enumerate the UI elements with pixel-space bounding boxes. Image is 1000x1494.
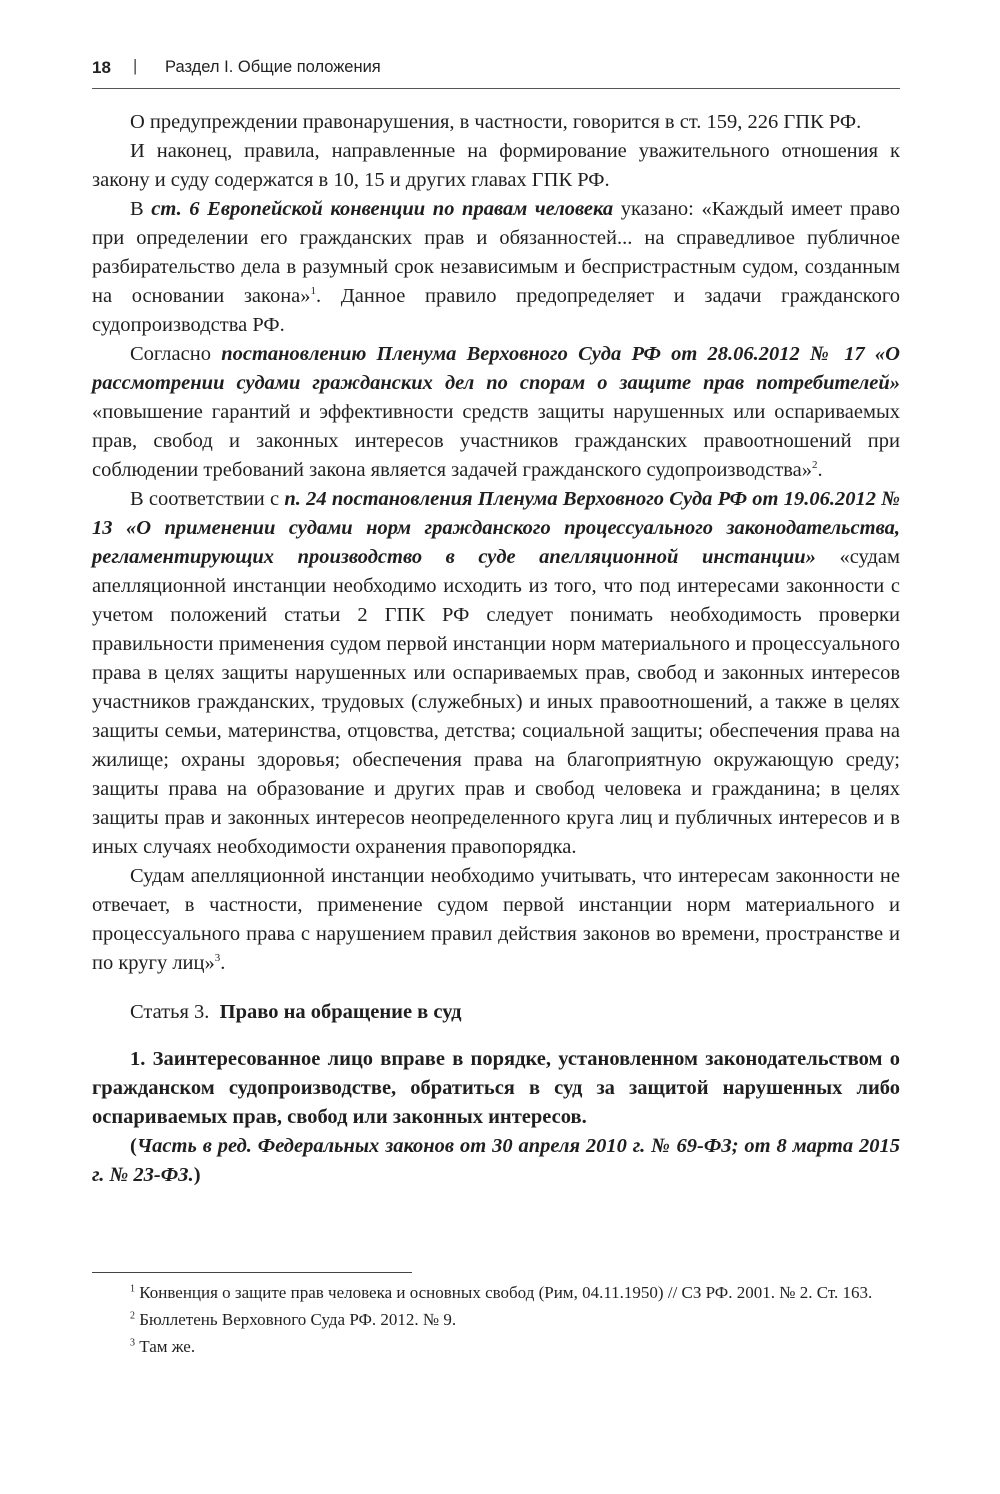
footnote-3 bbox=[92, 1335, 900, 1358]
main-text bbox=[92, 108, 900, 1190]
footnote-text: Конвенция о защите прав человека и основных свобод (Рим, 04.11.1950) // СЗ РФ. 2001. № 2. Ст. 163. bbox=[139, 1283, 873, 1302]
paragraph-4 bbox=[92, 340, 900, 485]
p3-citation: ст. 6 Европейской конвенции по правам человека bbox=[151, 198, 614, 220]
footnote-rule bbox=[92, 1272, 412, 1273]
footnote-mark: 1 bbox=[130, 1283, 135, 1295]
page-number: 18 bbox=[92, 58, 111, 77]
paragraph-6 bbox=[92, 862, 900, 978]
p4-citation: постановлению Пленума Верховного Суда РФ от 28.06.2012 № 17 «О рассмотрении судами гражданских дел по спорам о защите прав потребителей» bbox=[92, 343, 900, 394]
footnote-ref-3: 3 bbox=[214, 952, 221, 965]
p5-text: «судам апелляционной инстанции необходимо исходить из того, что под интересами законности с учетом положений статьи 2 ГПК РФ следует понимать необходимость проверки правильности применения судом первой инстанции норм материального и процессуального права в целях защиты нарушенных или оспариваемых прав, свобод и законных интересов участников гражданских, трудовых (служебных) и иных правоотношений, а также в целях защиты семьи, материнства, отцовства, детства; социальной защиты; обеспечения права на жилище; охраны здоровья; обеспечения права на благоприятную окружающую среду; защиты права на образование и других прав и свобод человека и гражданина; в целях защиты прав и законных интересов неопределенного круга лиц и публичных интересов и в иных случаях необходимости охранения правопорядка. bbox=[92, 546, 900, 858]
footnote-mark: 2 bbox=[130, 1310, 135, 1322]
p5-lead: В соответствии с bbox=[130, 488, 285, 510]
footnote-2 bbox=[92, 1308, 900, 1331]
p3-text: указано: «Каждый имеет право при определении его гражданских прав и обязанностей... на справедливое публичное разбирательство дела в разумный срок независимым и беспристрастным судом, созданным на основании закона» bbox=[92, 198, 900, 307]
paragraph-1: О предупреждении правонарушения, в частности, говорится в ст. 159, 226 ГПК РФ. bbox=[130, 111, 862, 133]
amend-text: Часть в ред. Федеральных законов от 30 апреля 2010 г. № 69-ФЗ; от 8 марта 2015 г. № 23-ФЗ. bbox=[92, 1135, 900, 1186]
article-label: Статья 3. bbox=[130, 1001, 210, 1023]
p4-text: «повышение гарантий и эффективности средств защиты нарушенных или оспариваемых прав, свобод и законных интересов участников гражданских правоотношений при соблюдении требований закона является задачей гражданского судопроизводства» bbox=[92, 401, 900, 481]
p4-tail: . bbox=[817, 459, 823, 481]
p6-text: Судам апелляционной инстанции необходимо учитывать, что интересам законности не отвечает, в частности, применение судом первой инстанции норм материального и процессуального права с нарушением правил действия законов во времени, пространстве и по кругу лиц» bbox=[92, 865, 900, 974]
p6-tail: . bbox=[220, 952, 226, 974]
p3-lead: В bbox=[130, 198, 152, 220]
article-amendment bbox=[92, 1132, 900, 1190]
running-header bbox=[92, 54, 900, 89]
article-heading bbox=[92, 998, 900, 1027]
amend-open: ( bbox=[130, 1135, 137, 1157]
amend-close: ) bbox=[193, 1164, 201, 1186]
p5-citation: п. 24 постановления Пленума Верховного Суда РФ от 19.06.2012 № 13 «О применении судами норм гражданского процессуального законодательства, регламентирующих производство в суде апелляционной инстанции» bbox=[92, 488, 900, 568]
article-clause-1: 1. Заинтересованное лицо вправе в порядке, установленном законодательством о гражданском судопроизводстве, обратиться в суд за защитой нарушенных либо оспариваемых прав, свобод или законных интересов. bbox=[92, 1048, 900, 1128]
p4-lead: Согласно bbox=[130, 343, 222, 365]
footnote-1 bbox=[92, 1281, 900, 1304]
p3-tail: . Данное правило предопределяет и задачи гражданского судопроизводства РФ. bbox=[92, 285, 900, 336]
footnote-text: Там же. bbox=[139, 1337, 196, 1356]
article-title: Право на обращение в суд bbox=[219, 1001, 462, 1023]
header-separator: | bbox=[133, 57, 138, 75]
paragraph-2: И наконец, правила, направленные на формирование уважительного отношения к закону и суду содержатся в 10, 15 и других главах ГПК РФ. bbox=[92, 140, 900, 191]
footnote-ref-2: 2 bbox=[811, 459, 818, 472]
footnotes bbox=[92, 1272, 900, 1362]
footnote-ref-1: 1 bbox=[310, 285, 317, 298]
paragraph-3 bbox=[92, 195, 900, 340]
paragraph-5 bbox=[92, 485, 900, 862]
footnote-mark: 3 bbox=[130, 1337, 135, 1349]
section-title: Раздел I. Общие положения bbox=[165, 58, 381, 76]
footnote-text: Бюллетень Верховного Суда РФ. 2012. № 9. bbox=[139, 1310, 457, 1329]
